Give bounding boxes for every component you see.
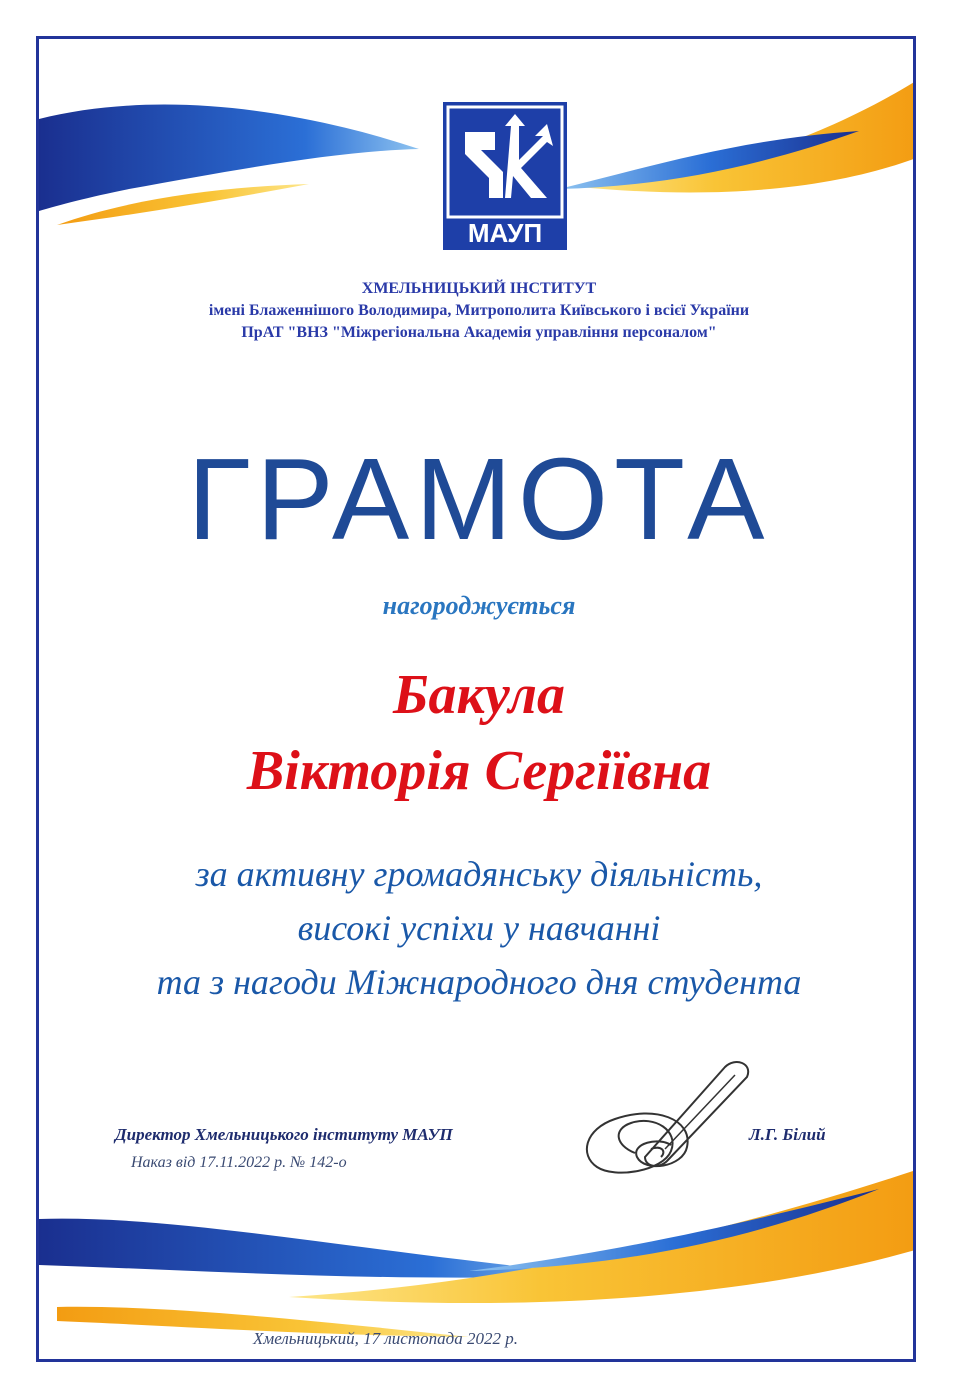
awarded-label: нагороджується bbox=[382, 591, 576, 620]
institution-name: ХМЕЛЬНИЦЬКИЙ ІНСТИТУТ bbox=[361, 280, 597, 297]
reason-line-3: та з нагоди Міжнародного дня студента bbox=[156, 962, 802, 1002]
signature-icon bbox=[575, 1049, 765, 1199]
reason-line-2: високі успіхи у навчанні bbox=[297, 908, 661, 948]
logo-text: МАУП bbox=[467, 218, 543, 248]
director-title: Директор Хмельницького інституту МАУП bbox=[115, 1125, 453, 1144]
recipient-surname: Бакула bbox=[392, 664, 566, 726]
reason-line-1: за активну громадянську діяльність, bbox=[195, 854, 763, 894]
institution-patron: імені Блаженнішого Володимира, Митрополита Київського і всієї України bbox=[208, 302, 750, 319]
maup-logo-icon bbox=[443, 102, 567, 250]
signer-name: Л.Г. Білий bbox=[749, 1125, 826, 1144]
certificate bbox=[36, 36, 916, 1362]
certificate-title: ГРАМОТА bbox=[187, 434, 771, 564]
order-number: Наказ від 17.11.2022 р. № 142-о bbox=[131, 1154, 347, 1171]
place-and-date: Хмельницький, 17 листопада 2022 р. bbox=[253, 1329, 518, 1348]
recipient-given-names: Вікторія Сергіївна bbox=[246, 740, 712, 802]
institution-parent: ПрАТ "ВНЗ "Міжрегіональна Академія управління персоналом" bbox=[241, 324, 717, 341]
